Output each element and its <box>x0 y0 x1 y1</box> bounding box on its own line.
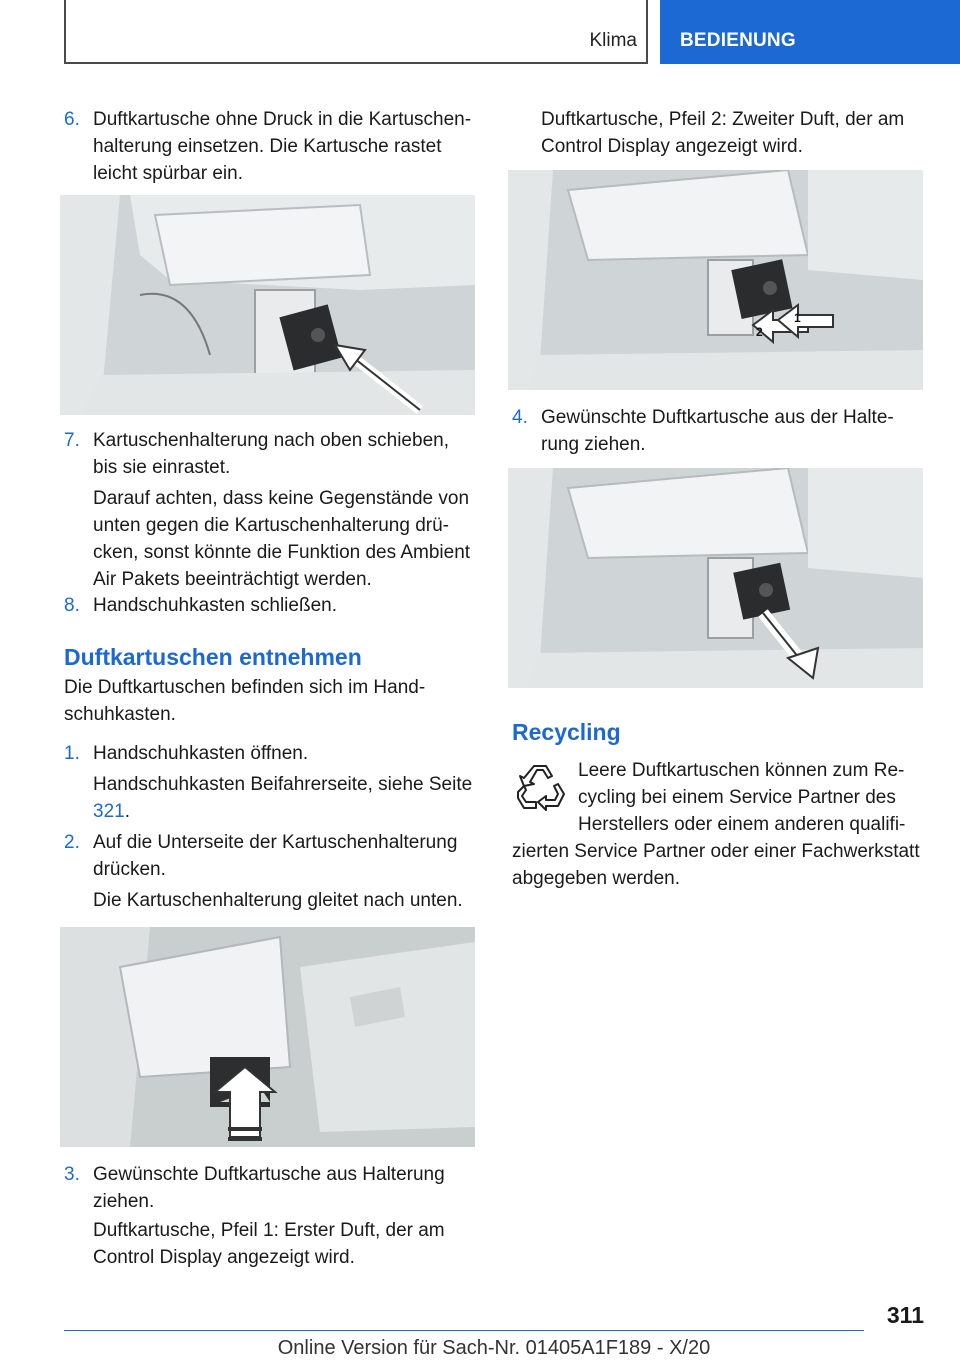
photo-remove-cartridge <box>508 468 923 688</box>
recycling-heading: Recycling <box>512 719 621 745</box>
footer-online-version: Online Version für Sach-Nr. 01405A1F189 - X/20 <box>277 1337 711 1359</box>
step-text: Handschuhkasten öffnen. <box>93 743 309 764</box>
page-link[interactable]: 321 <box>93 801 125 822</box>
header-section-title: Klima <box>589 30 637 51</box>
recycling-body <box>512 757 924 892</box>
arrow-1-label: 1 <box>794 311 801 325</box>
step-number: 6. <box>64 109 80 130</box>
section-heading: Duftkartuschen entnehmen <box>64 644 362 670</box>
photo-arrows-1-2 <box>508 170 923 390</box>
photo-press-holder-drawing <box>60 927 475 1147</box>
step-number: 8. <box>64 595 80 616</box>
page-number: 311 <box>886 1302 924 1328</box>
step-text: Duftkartusche ohne Druck in die Kartuschen-halterung einsetzen. Die Kartusche rastet leicht spürbar ein. <box>93 109 472 184</box>
step-text: Gewünschte Duftkartusche aus Halterung ziehen. <box>93 1164 445 1212</box>
step-number: 4. <box>512 407 528 428</box>
step-text: Gewünschte Duftkartusche aus der Halte-rung ziehen. <box>541 407 894 455</box>
step-number: 7. <box>64 430 80 451</box>
photo-insert-cartridge-drawing <box>60 195 475 415</box>
step-note: Die Kartuschenhalterung gleitet nach unten. <box>93 890 463 911</box>
section-intro: Die Duftkartuschen befinden sich im Hand-schuhkasten. <box>64 677 426 725</box>
step-number: 2. <box>64 832 80 853</box>
photo-arrows-drawing <box>508 170 923 390</box>
note-suffix: . <box>124 801 130 822</box>
step-3-continuation: Duftkartusche, Pfeil 2: Zweiter Duft, der am Control Display angezeigt wird. <box>541 109 905 157</box>
step-2 <box>64 829 476 914</box>
photo-remove-cartridge-drawing <box>508 468 923 688</box>
step-note: Darauf achten, dass keine Gegenstände von unten gegen die Kartuschenhalterung drü-cken, sonst könnte die Funktion des Ambient Air Pakets beeinträchtigt werden. <box>93 488 471 590</box>
step-text: Handschuhkasten schließen. <box>93 595 337 616</box>
header-chapter-tab[interactable]: BEDIENUNG <box>660 0 960 64</box>
step-number: 1. <box>64 743 80 764</box>
step-6 <box>64 106 476 187</box>
step-text: Auf die Unterseite der Kartuschenhalterung drücken. <box>93 832 458 880</box>
step-number: 3. <box>64 1164 80 1185</box>
step-note <box>93 771 476 825</box>
step-note: Duftkartusche, Pfeil 1: Erster Duft, der am Control Display angezeigt wird. <box>93 1220 445 1268</box>
step-3 <box>64 1161 476 1273</box>
recycling-icon-spacer <box>512 757 578 837</box>
note-text: Handschuhkasten Beifahrerseite, siehe Seite <box>93 774 473 795</box>
photo-insert-cartridge <box>60 195 475 415</box>
arrow-2-label: 2 <box>756 325 763 339</box>
photo-press-holder <box>60 927 475 1147</box>
step-text: Kartuschenhalterung nach oben schieben, bis sie einrastet. <box>93 430 449 478</box>
step-7 <box>64 427 476 592</box>
footer-rule <box>64 1330 864 1331</box>
recycling-text: Leere Duftkartuschen können zum Re-cycling bei einem Service Partner des Herstellers oder einem anderen qualifi-zierten Service Partner oder einer Fachwerkstatt abgegeben werden. <box>512 760 920 889</box>
step-1 <box>64 740 476 825</box>
step-8 <box>64 592 476 619</box>
step-4 <box>512 404 924 460</box>
